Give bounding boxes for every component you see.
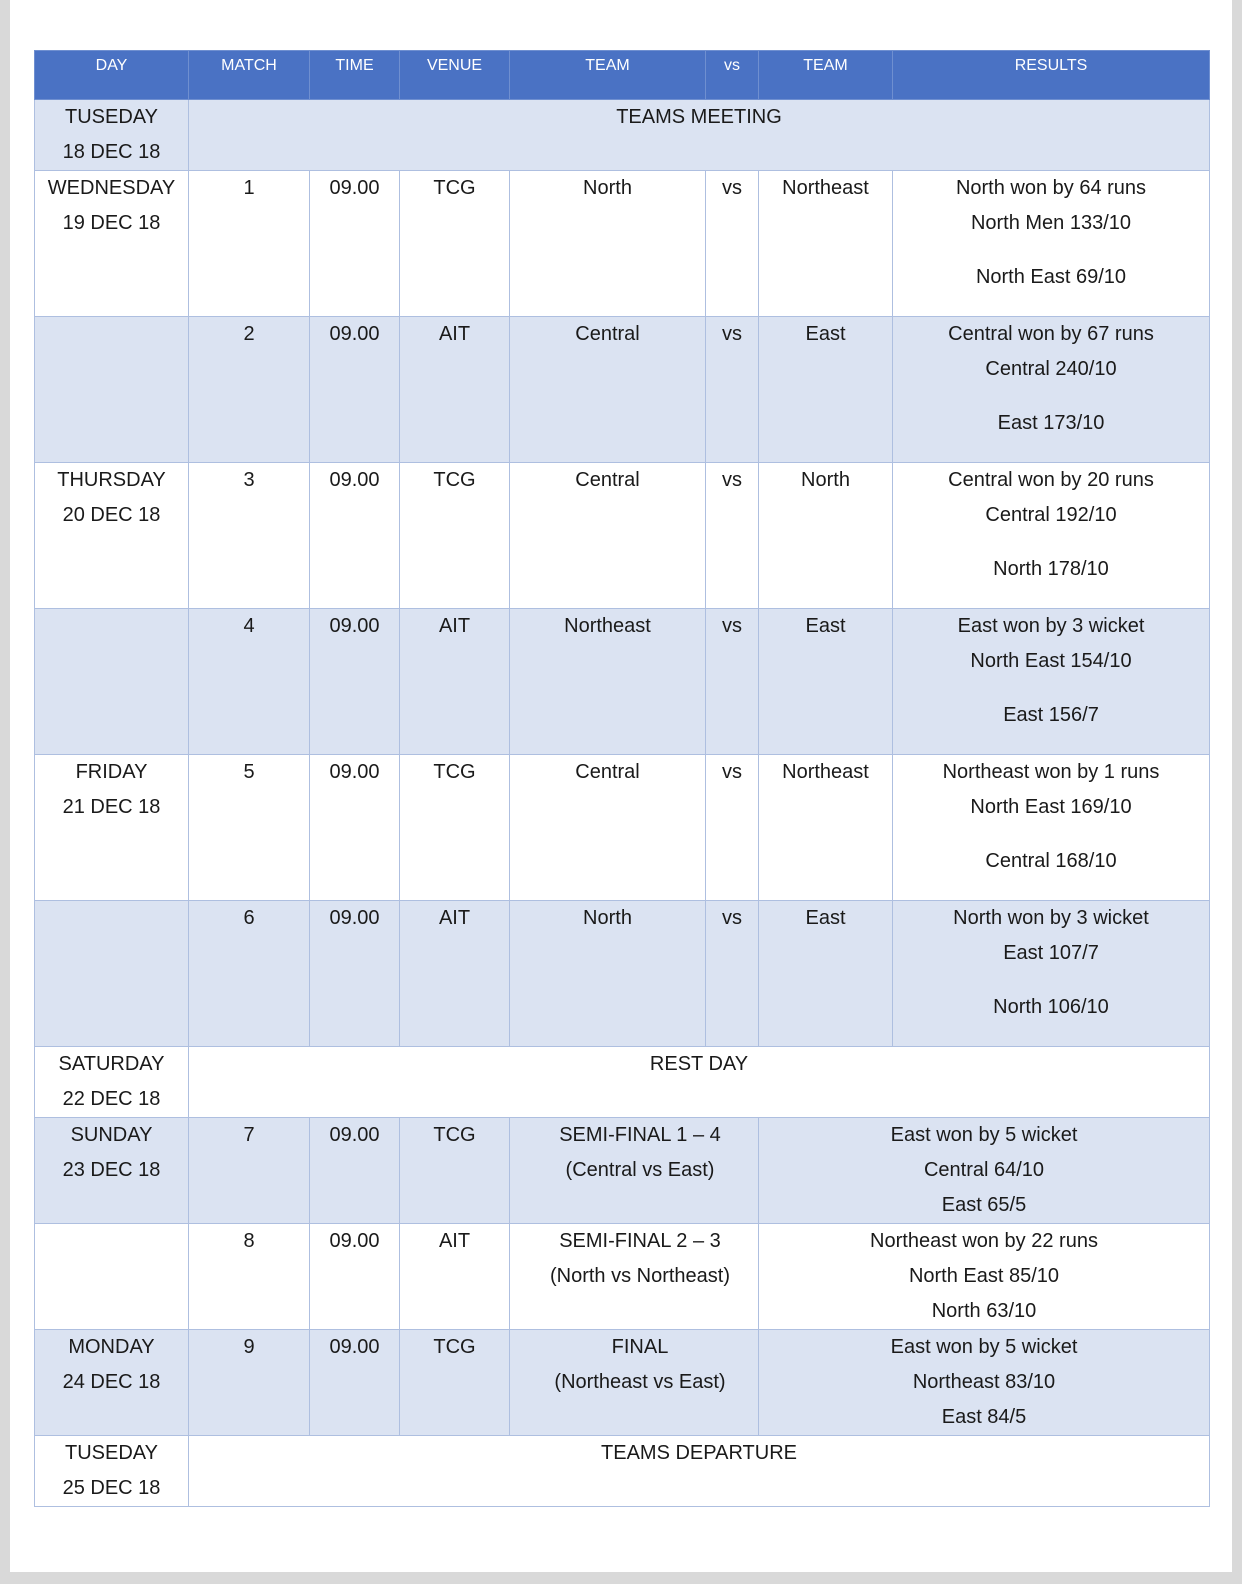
vs-label: vs (706, 609, 759, 755)
day-cell (35, 1330, 189, 1436)
event-cell: TEAMS DEPARTURE (189, 1436, 1210, 1507)
team-2: North (759, 463, 893, 609)
event-cell: REST DAY (189, 1047, 1210, 1118)
score-2: East 173/10 (997, 412, 1105, 434)
vs-label: vs (706, 463, 759, 609)
table-row (35, 317, 1210, 463)
team-2: East (759, 317, 893, 463)
match-venue: AIT (400, 1224, 510, 1330)
day-date: 19 DEC 18 (62, 212, 161, 234)
result-cell (893, 171, 1210, 317)
team-1: Central (510, 463, 706, 609)
day-date: 21 DEC 18 (62, 796, 161, 818)
match-time: 09.00 (310, 1118, 400, 1224)
match-venue: TCG (400, 1118, 510, 1224)
result-cell (893, 317, 1210, 463)
table-row (35, 901, 1210, 1047)
team-2: Northeast (759, 755, 893, 901)
day-cell (35, 1047, 189, 1118)
stage-cell (510, 1224, 759, 1330)
header-results: RESULTS (893, 51, 1210, 100)
match-time: 09.00 (310, 755, 400, 901)
result-cell (759, 1118, 1210, 1224)
match-venue: AIT (400, 609, 510, 755)
score-1: North East 169/10 (970, 796, 1132, 818)
match-time: 09.00 (310, 317, 400, 463)
day-name: SATURDAY (58, 1053, 165, 1075)
result-text: Northeast won by 1 runs (942, 761, 1160, 783)
score-1: North East 85/10 (908, 1265, 1060, 1287)
result-text: East won by 5 wicket (890, 1336, 1078, 1358)
team-1: Northeast (510, 609, 706, 755)
result-cell (893, 463, 1210, 609)
day-cell (35, 463, 189, 609)
match-venue: TCG (400, 755, 510, 901)
day-date: 20 DEC 18 (62, 504, 161, 526)
match-number: 9 (189, 1330, 310, 1436)
score-2: East 65/5 (941, 1194, 1027, 1216)
team-1: North (510, 171, 706, 317)
score-1: North East 154/10 (970, 650, 1132, 672)
score-1: Central 192/10 (985, 504, 1117, 526)
header-venue: VENUE (400, 51, 510, 100)
match-venue: AIT (400, 901, 510, 1047)
match-venue: TCG (400, 463, 510, 609)
stage-cell (510, 1118, 759, 1224)
table-row-knockout (35, 1330, 1210, 1436)
score-1: Central 240/10 (985, 358, 1117, 380)
table-row (35, 755, 1210, 901)
match-time: 09.00 (310, 1330, 400, 1436)
match-number: 2 (189, 317, 310, 463)
day-cell (35, 1224, 189, 1330)
vs-label: vs (706, 901, 759, 1047)
result-text: Northeast won by 22 runs (870, 1230, 1098, 1252)
table-row-departure (35, 1436, 1210, 1507)
day-name: WEDNESDAY (47, 177, 176, 199)
table-row-rest-day (35, 1047, 1210, 1118)
match-number: 3 (189, 463, 310, 609)
match-number: 5 (189, 755, 310, 901)
day-name: THURSDAY (57, 469, 166, 491)
result-text: East won by 5 wicket (890, 1124, 1078, 1146)
match-time: 09.00 (310, 901, 400, 1047)
score-2: North 63/10 (931, 1300, 1037, 1322)
day-date: 24 DEC 18 (62, 1371, 161, 1393)
score-2: North 106/10 (993, 996, 1109, 1018)
match-number: 6 (189, 901, 310, 1047)
team-1: Central (510, 755, 706, 901)
score-2: North 178/10 (993, 558, 1109, 580)
result-text: Central won by 67 runs (948, 323, 1154, 345)
stage-pairing: (Central vs East) (565, 1159, 715, 1181)
match-number: 8 (189, 1224, 310, 1330)
team-1: North (510, 901, 706, 1047)
score-1: Northeast 83/10 (912, 1371, 1056, 1393)
day-date: 25 DEC 18 (62, 1477, 161, 1499)
result-text: Central won by 20 runs (948, 469, 1154, 491)
result-cell (893, 901, 1210, 1047)
day-name: TUSEDAY (65, 1442, 158, 1464)
score-1: East 107/7 (1003, 942, 1099, 964)
score-2: East 156/7 (1003, 704, 1099, 726)
result-cell (759, 1224, 1210, 1330)
vs-label: vs (706, 317, 759, 463)
header-team-2: TEAM (759, 51, 893, 100)
table-row-meeting (35, 100, 1210, 171)
result-cell (759, 1330, 1210, 1436)
score-1: Central 64/10 (923, 1159, 1045, 1181)
header-vs: vs (706, 51, 759, 100)
result-text: East won by 3 wicket (957, 615, 1145, 637)
table-row (35, 463, 1210, 609)
day-cell (35, 609, 189, 755)
day-name: FRIDAY (75, 761, 148, 783)
vs-label: vs (706, 755, 759, 901)
day-date: 23 DEC 18 (62, 1159, 161, 1181)
day-date: 18 DEC 18 (62, 141, 161, 163)
table-row-knockout (35, 1118, 1210, 1224)
score-2: East 84/5 (941, 1406, 1027, 1428)
day-date: 22 DEC 18 (62, 1088, 161, 1110)
team-2: East (759, 901, 893, 1047)
day-cell (35, 901, 189, 1047)
day-cell (35, 171, 189, 317)
header-row (35, 51, 1210, 100)
table-row-knockout (35, 1224, 1210, 1330)
day-cell (35, 1118, 189, 1224)
team-1: Central (510, 317, 706, 463)
day-name: MONDAY (68, 1336, 155, 1358)
result-text: North won by 3 wicket (953, 907, 1149, 929)
result-text: North won by 64 runs (955, 177, 1147, 199)
table-row (35, 171, 1210, 317)
match-schedule-table (34, 50, 1210, 1507)
match-venue: TCG (400, 1330, 510, 1436)
match-time: 09.00 (310, 1224, 400, 1330)
match-number: 7 (189, 1118, 310, 1224)
stage-pairing: (Northeast vs East) (554, 1371, 726, 1393)
score-2: Central 168/10 (985, 850, 1117, 872)
day-name: SUNDAY (70, 1124, 153, 1146)
day-cell (35, 755, 189, 901)
stage-pairing: (North vs Northeast) (549, 1265, 731, 1287)
match-time: 09.00 (310, 463, 400, 609)
vs-label: vs (706, 171, 759, 317)
day-cell (35, 1436, 189, 1507)
result-cell (893, 609, 1210, 755)
event-cell: TEAMS MEETING (189, 100, 1210, 171)
result-cell (893, 755, 1210, 901)
stage-name: FINAL (611, 1336, 669, 1358)
header-team-1: TEAM (510, 51, 706, 100)
match-venue: TCG (400, 171, 510, 317)
stage-name: SEMI-FINAL 1 – 4 (559, 1124, 721, 1146)
score-2: North East 69/10 (975, 266, 1127, 288)
day-cell (35, 317, 189, 463)
match-number: 1 (189, 171, 310, 317)
team-2: East (759, 609, 893, 755)
header-match: MATCH (189, 51, 310, 100)
header-time: TIME (310, 51, 400, 100)
day-name: TUSEDAY (65, 106, 158, 128)
day-cell (35, 100, 189, 171)
match-time: 09.00 (310, 171, 400, 317)
stage-name: SEMI-FINAL 2 – 3 (559, 1230, 721, 1252)
table-row (35, 609, 1210, 755)
score-1: North Men 133/10 (970, 212, 1132, 234)
stage-cell (510, 1330, 759, 1436)
match-number: 4 (189, 609, 310, 755)
match-venue: AIT (400, 317, 510, 463)
header-day: DAY (35, 51, 189, 100)
team-2: Northeast (759, 171, 893, 317)
match-time: 09.00 (310, 609, 400, 755)
document-page (10, 0, 1232, 1572)
